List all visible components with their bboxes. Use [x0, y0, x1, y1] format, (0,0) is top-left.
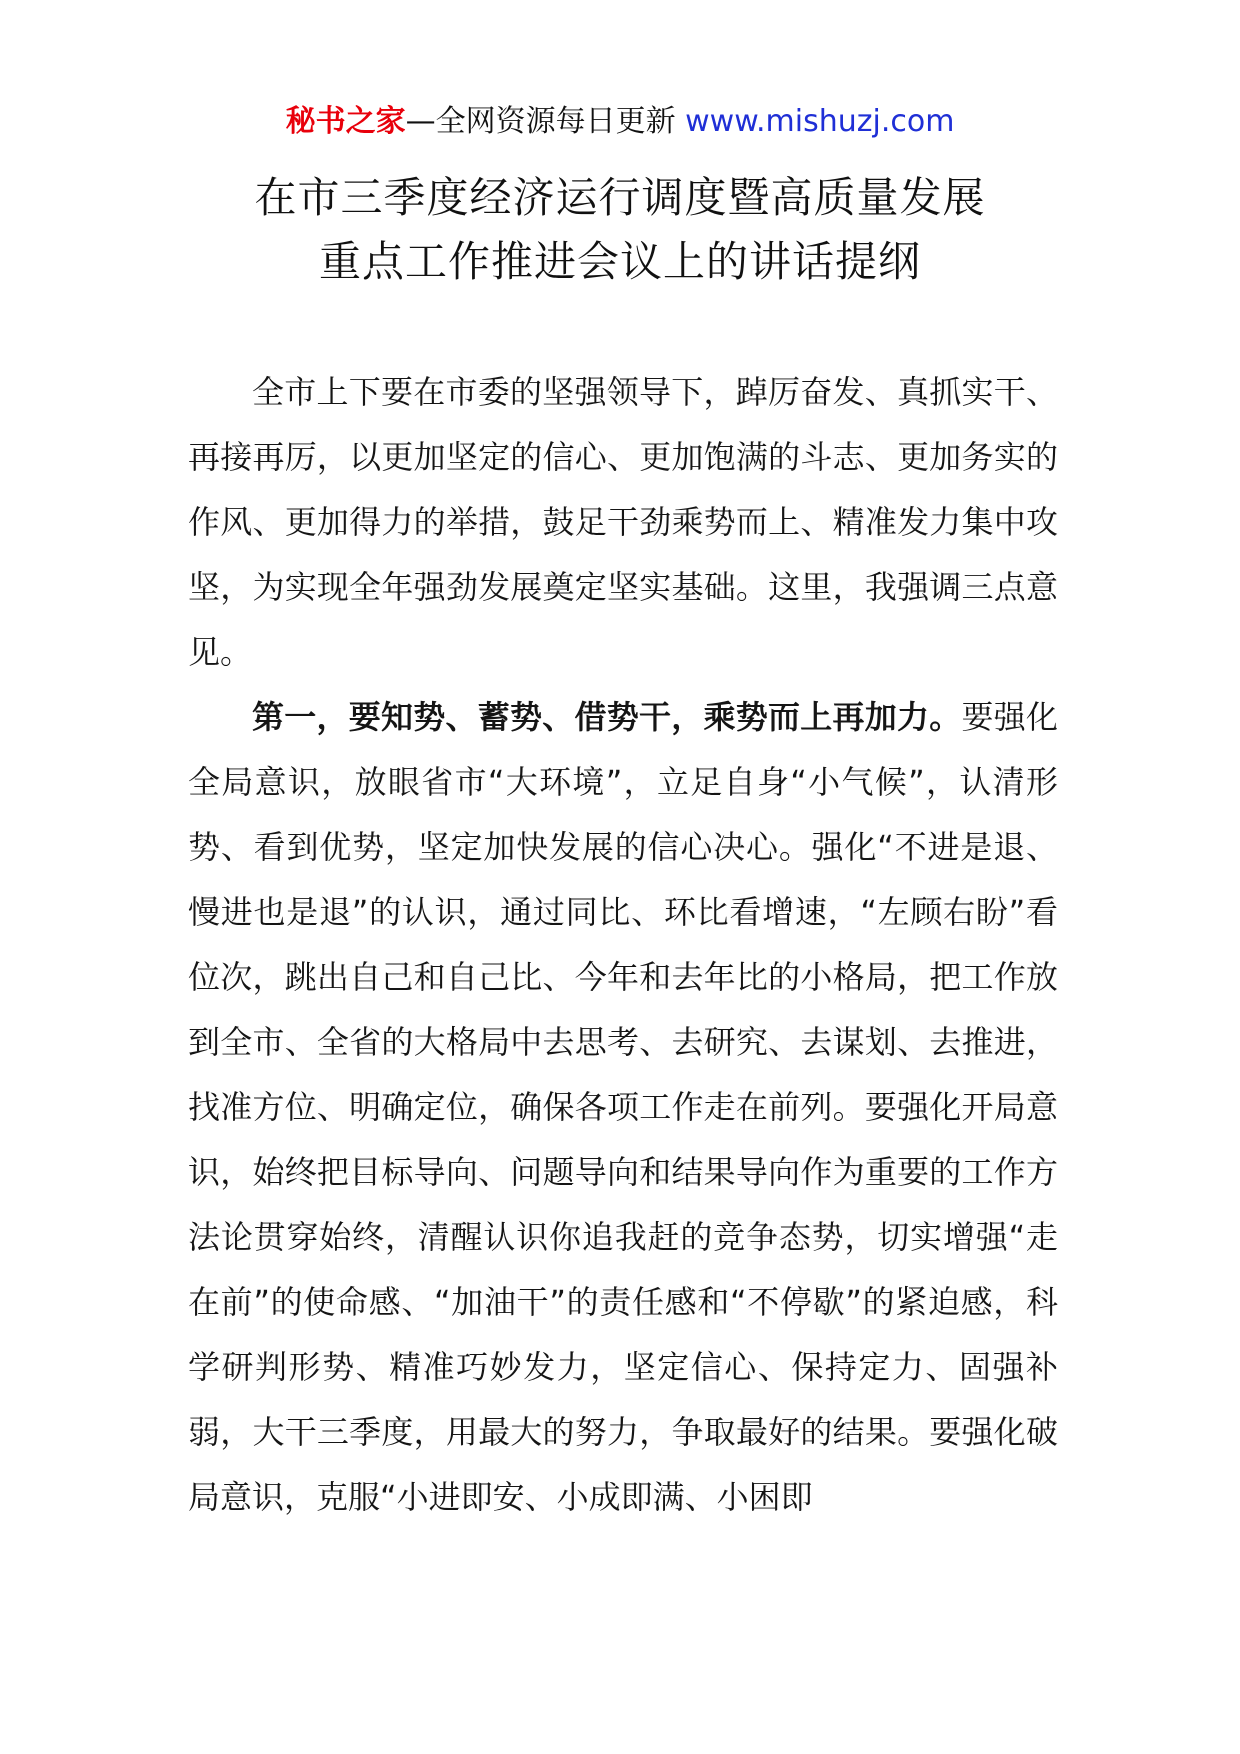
document-body [188, 360, 1058, 1530]
first-point-text: 要强化全局意识，放眼省市“大环境”，立足自身“小气候”，认清形势、看到优势，坚定加快发展的信心决心。强化“不进是退、慢进也是退”的认识，通过同比、环比看增速，“左顾右盼”看位次，跳出自己和自己比、今年和去年比的小格局，把工作放到全市、全省的大格局中去思考、去研究、去谋划、去推进，找准方位、明确定位，确保各项工作走在前列。要强化开局意识，始终把目标导向、问题导向和结果导向作为重要的工作方法论贯穿始终，清醒认识你追我赶的竞争态势，切实增强“走在前”的使命感、“加油干”的责任感和“不停歇”的紧迫感，科学研判形势、精准巧妙发力，坚定信心、保持定力、固强补弱，大干三季度，用最大的努力，争取最好的结果。要强化破局意识，克服“小进即安、小成即满、小困即 [188, 698, 1058, 1516]
title-line-1: 在市三季度经济运行调度暨高质量发展 [254, 173, 986, 222]
paragraph-intro: 全市上下要在市委的坚强领导下，踔厉奋发、真抓实干、再接再厉，以更加坚定的信心、更加饱满的斗志、更加务实的作风、更加得力的举措，鼓足干劲乘势而上、精准发力集中攻坚，为实现全年强劲发展奠定坚实基础。这里，我强调三点意见。 [188, 373, 1058, 671]
website-link[interactable]: www.mishuzj.com [685, 104, 955, 139]
document-title [0, 166, 1240, 294]
title-line-2: 重点工作推进会议上的讲话提纲 [318, 237, 921, 286]
header-tagline: —全网资源每日更新 [405, 104, 686, 139]
header-banner [0, 100, 1240, 144]
paragraph-first-point [188, 685, 1058, 1530]
first-point-heading: 第一，要知势、蓄势、借势干，乘势而上再加力。 [252, 698, 962, 736]
brand-name: 秘书之家 [285, 104, 406, 139]
